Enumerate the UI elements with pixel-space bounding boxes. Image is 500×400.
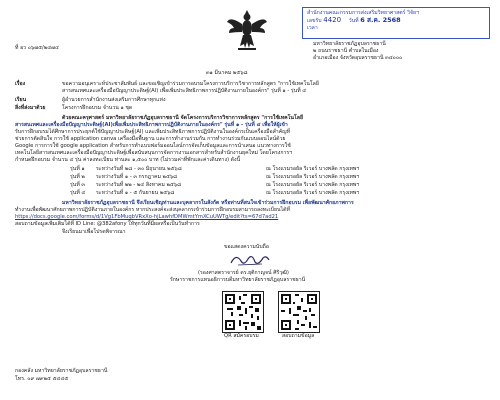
subject-line-1: ขอความอนุเคราะห์ประชาสัมพันธ์ และขอเชิญเข้าร่วมการอบรมโครงการบริการวิชาการหลักสูตร "การใช้เทคโนโลยี — [62, 81, 319, 87]
qr-contact-label: สอบถามข้อมูล — [282, 333, 315, 339]
stamp-recv-label: เลขรับ — [307, 18, 322, 24]
schedule-label: รุ่นที่ ๑ — [70, 166, 85, 172]
body-line-5: Google การการใช้ google application สำหรับการทำแบบฟอร์มออนไลน์การจัดเก็บข้อมูลและการนำเสนอ แนวทางการใช้ — [15, 143, 291, 149]
request-line: จึงเรียนมาเพื่อโปรดพิจารณา — [62, 229, 126, 235]
schedule-place: ณ โรงแรมรอยัล ริเวอร์ บางพลัด กรุงเทพฯ — [266, 166, 360, 172]
doc-number: ที่ อว ๐๖๗๕/๒๔๗๔ — [15, 45, 59, 51]
schedule-dates: ระหว่างวันที่ ๒๒ - ๒๔ สิงหาคม ๒๕๖๘ — [96, 182, 182, 188]
to-label: เรียน — [15, 97, 27, 103]
letter-date: ๓๑ มีนาคม ๒๕๖๘ — [206, 70, 248, 76]
body-line-2: สารสนเทศและเครื่องมือปัญญาประดิษฐ์(AI)เพื่อเพิ่มประสิทธิภาพการปฏิบัติงานภายในองค์กร" รุ่นที่ ๑ - รุ่นที่ ๔ เพื่อให้ผู้เข้า — [15, 122, 288, 128]
signer-name: (รองศาสตราจารย์ ดร.ยุติกาญจน์ ศิริวุฒิ) — [198, 270, 289, 276]
to-value: ผู้อำนวยการสำนักงานส่งเสริมการศึกษาทุกแห่ง — [62, 97, 166, 103]
footer-dept: กองคลัง มหาวิทยาลัยราชภัฏอุบลราชธานี — [15, 368, 108, 374]
footer-phone: โทร. ๐๙ ๗๙๒๕ ๕๔๔๕ — [15, 376, 69, 382]
qr-registration-label: QR สมัครอบรม — [224, 333, 259, 339]
sender-address-2: อำเภอเมือง จังหวัดอุบลราชธานี ๓๔๐๐๐ — [313, 55, 403, 61]
body-line-7: กำหนดฝึกอบรม จำนวน ๔ รุ่น ค่าลงทะเบียน ท่านละ ๑,๕๐๐ บาท (ไม่รวมค่าที่พักและค่าเดินทาง) ดังนี้ — [15, 157, 241, 163]
schedule-row — [70, 174, 360, 180]
stamp-recv-row — [307, 17, 485, 25]
stamp-recv-no: 4420 — [323, 16, 342, 24]
qr-registration[interactable] — [222, 291, 264, 333]
stamp-date-label: วันที่ — [348, 18, 359, 24]
stamp-org: สำนักงานคณะกรรมการส่งเสริมวิทยาศาสตร์ วิจัยฯ — [307, 10, 420, 16]
schedule-row — [70, 166, 360, 172]
registration-link[interactable]: https://docs.google.com/forms/d/1Vg1FbMuqbVRxXo-hjLawhfDMWmtYmXCuUWTg/edit?ts=67d7ad21 — [15, 214, 279, 220]
body-line-1: ด้วยคณะครุศาสตร์ มหาวิทยาลัยราชภัฏอุบลราชธานี จัดโครงการบริการวิชาการหลักสูตร "การใช้เทคโนโลยี — [62, 115, 303, 121]
stamp-date: 6 ส.ค. 2568 — [360, 16, 401, 24]
subject-label: เรื่อง — [15, 81, 26, 87]
body-line-6: เทคโนโลยีสารสนเทศและเครื่องมือปัญญาประดิษฐ์เพื่อสนับสนุนการจัดการงานเอกสารสำหรับสำนักงานยุคใหม่ โดยโครงการฯ — [15, 150, 293, 156]
sign-off: ขอแสดงความนับถือ — [224, 244, 269, 250]
closing-line-2: ทำงานเพื่อพัฒนาศักยภาพการปฏิบัติงานภายในองค์กร หากประสงค์จะส่งบุคลากรเข้าร่วมการฝึกอบรมสามารถลงทะเบียนได้ที่ — [15, 207, 290, 213]
schedule-label: รุ่นที่ ๒ — [70, 174, 85, 180]
enclosure-value: โครงการฝึกอบรม จำนวน ๑ ชุด — [62, 105, 133, 111]
signature-icon — [228, 251, 272, 269]
schedule-row — [70, 182, 360, 188]
sender-org: มหาวิทยาลัยราชภัฏอุบลราชธานี — [313, 41, 386, 47]
schedule-dates: ระหว่างวันที่ ๒๘ - ๓๐ มิถุนายน ๒๕๖๘ — [96, 166, 182, 172]
closing-line-1: มหาวิทยาลัยราชภัฏอุบลราชธานี จึงเรียนเชิญท่านและบุคลากรในสังกัด หรือท่านที่สนใจเข้าร่วมการฝึกอบรม เพื่อพัฒนาศักยภาพการ — [62, 200, 354, 206]
body-line-3: รับการฝึกอบรมได้ศึกษาการประยุกต์ใช้ปัญญาประดิษฐ์(AI) และเพิ่มประสิทธิภาพการปฏิบัติงานในองค์กรเป็นเครื่องมือสำคัญที่ — [15, 129, 291, 135]
signer-title: รักษาราชการแทนอธิการบดีมหาวิทยาลัยราชภัฏอุบลราชธานี — [170, 277, 306, 283]
body-line-4: ช่วยการตัดสินใจ การใช้ application canva เครื่องมือพื้นฐาน และการทำงานร่วมกัน การทำงานร่วมกันแบบออนไลน์ด้วย — [15, 136, 286, 142]
schedule-dates: ระหว่างวันที่ ๑ - ๓ กรกฎาคม ๒๕๖๘ — [96, 174, 178, 180]
receipt-stamp — [302, 7, 490, 39]
subject-line-2: สารสนเทศและเครื่องมือปัญญาประดิษฐ์(AI) เพื่อเพิ่มประสิทธิภาพการปฏิบัติงานภายในองค์กร" รุ่นที่ ๑ - รุ่นที่ ๔ — [62, 88, 307, 94]
qr-contact[interactable] — [278, 291, 320, 333]
schedule-place: ณ โรงแรมรอยัล ริเวอร์ บางพลัด กรุงเทพฯ — [266, 182, 360, 188]
contact-line: สอบถามข้อมูลเพิ่มเติมได้ที่ ID Line: @382afony ให้ทุกวันที่มีผลหรือเป็นวันทำการ — [15, 221, 200, 227]
stamp-time-row — [307, 25, 485, 32]
qr-code-icon — [279, 292, 319, 332]
schedule-row — [70, 190, 360, 196]
qr-code-icon — [223, 292, 263, 332]
schedule-label: รุ่นที่ ๓ — [70, 182, 85, 188]
schedule-place: ณ โรงแรมรอยัล ริเวอร์ บางพลัด กรุงเทพฯ — [266, 174, 360, 180]
schedule-dates: ระหว่างวันที่ ๑ - ๕ กันยายน ๒๕๖๘ — [96, 190, 175, 196]
schedule-place: ณ โรงแรมรอยัล ริเวอร์ บางพลัด กรุงเทพฯ — [266, 190, 360, 196]
sender-address-1: ๒ ถนนราชธานี ตำบลในเมือง — [313, 48, 379, 54]
schedule-label: รุ่นที่ ๔ — [70, 190, 86, 196]
garuda-emblem-icon — [226, 8, 268, 52]
enclosure-label: สิ่งที่ส่งมาด้วย — [15, 105, 46, 111]
stamp-time-label: เวลา — [307, 25, 318, 31]
